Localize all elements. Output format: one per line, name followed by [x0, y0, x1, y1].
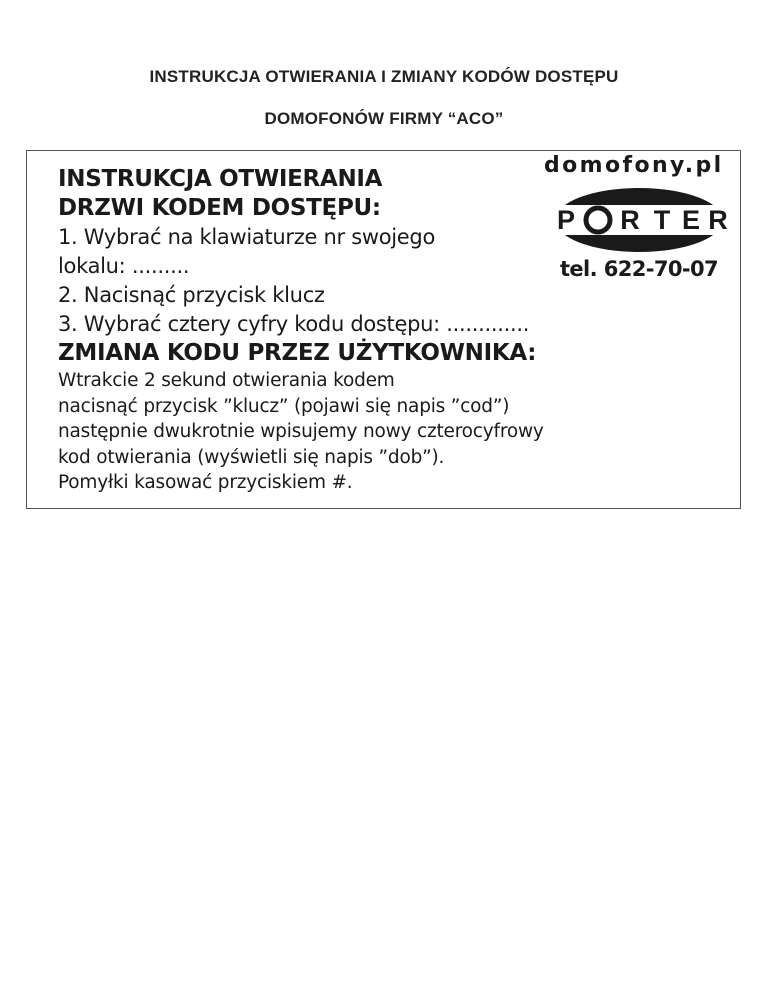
logo-letter: R [620, 205, 640, 235]
logo-letter: P [556, 205, 576, 235]
heading-change-code: ZMIANA KODU PRZEZ UŻYTKOWNIKA: [58, 340, 537, 366]
document-title-line2: DOMOFONÓW FIRMY “ACO” [264, 109, 504, 128]
document-title-line1: INSTRUKCJA OTWIERANIA I ZMIANY KODÓW DOSTĘPU [149, 67, 619, 86]
logo-letter: R [708, 205, 728, 235]
heading-open-line1: INSTRUKCJA OTWIERANIA [58, 166, 383, 192]
step3: 3. Wybrać cztery cyfry kodu dostępu: ............. [58, 312, 530, 336]
change-line: Pomyłki kasować przyciskiem #. [58, 472, 353, 493]
logo-letter: T [653, 205, 671, 235]
logo-phone: tel. 622-70-07 [559, 257, 719, 281]
change-line: Wtrakcie 2 sekund otwierania kodem [58, 370, 395, 391]
logo-website: domofony.pl [544, 153, 724, 178]
step1-line2: lokalu: ......... [58, 254, 190, 278]
porter-wordmark-icon [546, 187, 732, 265]
step2: 2. Nacisnąć przycisk klucz [58, 283, 325, 307]
heading-open-line2: DRZWI KODEM DOSTĘPU: [58, 195, 381, 221]
logo-letter: E [681, 205, 701, 235]
instruction-panel [26, 150, 741, 509]
change-line: następnie dwukrotnie wpisujemy nowy czterocyfrowy [58, 421, 544, 442]
porter-logo [544, 151, 740, 291]
change-line: nacisnąć przycisk ”klucz” (pojawi się napis ”cod”) [58, 395, 510, 417]
step1-line1: 1. Wybrać na klawiaturze nr swojego [58, 225, 435, 249]
change-line: kod otwierania (wyświetli się napis ”dob”). [58, 446, 445, 468]
